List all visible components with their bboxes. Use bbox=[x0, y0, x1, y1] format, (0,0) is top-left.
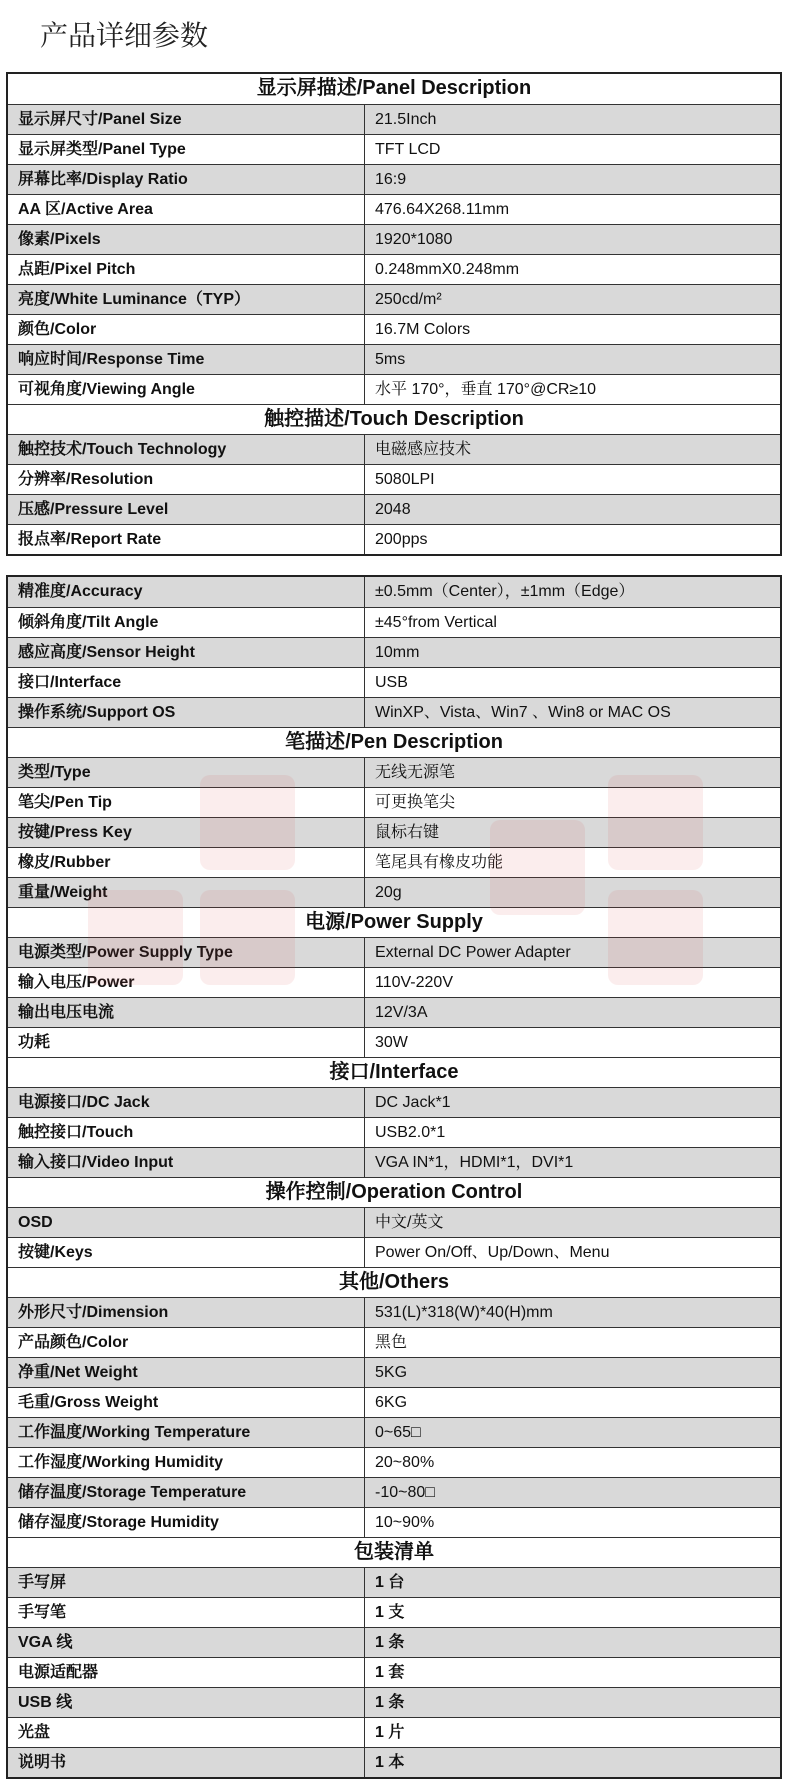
spec-value: 476.64X268.11mm bbox=[375, 201, 510, 218]
spec-row-color bbox=[8, 1327, 780, 1357]
spec-row-dimension bbox=[8, 1297, 780, 1327]
spec-label: 颜色/Color bbox=[8, 315, 365, 344]
spec-value: 笔尾具有橡皮功能 bbox=[375, 854, 504, 871]
spec-value: 1 条 bbox=[375, 1634, 405, 1651]
spec-row-pen-tip bbox=[8, 787, 780, 817]
spec-row-item bbox=[8, 1597, 780, 1627]
spec-label: 报点率/Report Rate bbox=[8, 525, 365, 554]
spec-value: 16:9 bbox=[375, 171, 407, 188]
spec-row-pixel-pitch bbox=[8, 254, 780, 284]
spec-value: 1920*1080 bbox=[375, 231, 453, 248]
spec-value: 水平 170°，垂直 170°@CR≥10 bbox=[375, 381, 597, 398]
spec-row-item bbox=[8, 997, 780, 1027]
spec-row-item bbox=[8, 1717, 780, 1747]
spec-value: 30W bbox=[375, 1034, 408, 1051]
spec-value: 250cd/m² bbox=[375, 291, 442, 308]
spec-value: 电磁感应技术 bbox=[375, 441, 472, 458]
spec-label: 像素/Pixels bbox=[8, 225, 365, 254]
spec-row-item bbox=[8, 1027, 780, 1057]
spec-row-vga bbox=[8, 1627, 780, 1657]
spec-row-panel-type bbox=[8, 134, 780, 164]
spec-row-video-input bbox=[8, 1147, 780, 1177]
spec-row-power bbox=[8, 967, 780, 997]
spec-value: TFT LCD bbox=[375, 141, 441, 158]
spec-value: 20~80% bbox=[375, 1454, 435, 1471]
spec-row-rubber bbox=[8, 847, 780, 877]
spec-value: VGA IN*1，HDMI*1，DVI*1 bbox=[375, 1154, 574, 1171]
spec-label: 响应时间/Response Time bbox=[8, 345, 365, 374]
spec-value: 16.7M Colors bbox=[375, 321, 471, 338]
section-header: 电源/Power Supply bbox=[8, 907, 780, 937]
spec-label: 工作温度/Working Temperature bbox=[8, 1418, 365, 1447]
spec-label: 外形尺寸/Dimension bbox=[8, 1298, 365, 1327]
section-header: 包装清单 bbox=[8, 1537, 780, 1567]
spec-value: 中文/英文 bbox=[375, 1214, 444, 1231]
spec-row-panel-size bbox=[8, 104, 780, 134]
spec-value: Power On/Off、Up/Down、Menu bbox=[375, 1244, 610, 1261]
spec-row-report-rate bbox=[8, 524, 780, 554]
spec-table-pen-power-others bbox=[6, 575, 782, 1779]
spec-label: 接口/Interface bbox=[8, 668, 365, 697]
spec-label: 触控技术/Touch Technology bbox=[8, 435, 365, 464]
spec-row-storage-temperature bbox=[8, 1477, 780, 1507]
spec-label: 精准度/Accuracy bbox=[8, 577, 365, 607]
spec-row-dc-jack bbox=[8, 1087, 780, 1117]
spec-value: 20g bbox=[375, 884, 402, 901]
spec-row-power-supply-type bbox=[8, 937, 780, 967]
spec-label: 可视角度/Viewing Angle bbox=[8, 375, 365, 404]
spec-label: 手写笔 bbox=[8, 1598, 365, 1627]
spec-value: 21.5Inch bbox=[375, 111, 437, 128]
spec-label: 压感/Pressure Level bbox=[8, 495, 365, 524]
section-header: 触控描述/Touch Description bbox=[8, 404, 780, 434]
spec-value: 鼠标右键 bbox=[375, 824, 440, 841]
spec-label: 储存温度/Storage Temperature bbox=[8, 1478, 365, 1507]
spec-table-panel-touch bbox=[6, 72, 782, 556]
spec-row-active-area bbox=[8, 194, 780, 224]
spec-label: 笔尖/Pen Tip bbox=[8, 788, 365, 817]
spec-label: 类型/Type bbox=[8, 758, 365, 787]
spec-row-weight bbox=[8, 877, 780, 907]
spec-value: WinXP、Vista、Win7 、Win8 or MAC OS bbox=[375, 704, 671, 721]
spec-value: External DC Power Adapter bbox=[375, 944, 571, 961]
spec-label: VGA 线 bbox=[8, 1628, 365, 1657]
spec-row-touch-technology bbox=[8, 434, 780, 464]
spec-label: 操作系统/Support OS bbox=[8, 698, 365, 727]
spec-label: 重量/Weight bbox=[8, 878, 365, 907]
spec-row-sensor-height bbox=[8, 637, 780, 667]
section-header: 操作控制/Operation Control bbox=[8, 1177, 780, 1207]
spec-label: 屏幕比率/Display Ratio bbox=[8, 165, 365, 194]
spec-value: 5KG bbox=[375, 1364, 408, 1381]
spec-row-response-time bbox=[8, 344, 780, 374]
spec-row-touch bbox=[8, 1117, 780, 1147]
spec-value: ±0.5mm（Center），±1mm（Edge） bbox=[375, 583, 635, 600]
spec-value: 12V/3A bbox=[375, 1004, 428, 1021]
spec-value: USB bbox=[375, 674, 408, 691]
spec-value: 1 台 bbox=[375, 1574, 405, 1591]
spec-label: 产品颜色/Color bbox=[8, 1328, 365, 1357]
spec-label: 输入接口/Video Input bbox=[8, 1148, 365, 1177]
spec-label: 储存湿度/Storage Humidity bbox=[8, 1508, 365, 1537]
spec-label: 手写屏 bbox=[8, 1568, 365, 1597]
spec-label: 感应高度/Sensor Height bbox=[8, 638, 365, 667]
spec-value: 10mm bbox=[375, 644, 420, 661]
spec-row-white-luminance-typ bbox=[8, 284, 780, 314]
spec-label: 输入电压/Power bbox=[8, 968, 365, 997]
spec-value: -10~80□ bbox=[375, 1484, 435, 1501]
spec-value: 0~65□ bbox=[375, 1424, 421, 1441]
spec-row-item bbox=[8, 1747, 780, 1777]
spec-label: 橡皮/Rubber bbox=[8, 848, 365, 877]
spec-row-tilt-angle bbox=[8, 607, 780, 637]
spec-value: 110V-220V bbox=[375, 974, 453, 991]
section-header: 其他/Others bbox=[8, 1267, 780, 1297]
spec-label: 说明书 bbox=[8, 1748, 365, 1777]
spec-label: 功耗 bbox=[8, 1028, 365, 1057]
spec-row-item bbox=[8, 1567, 780, 1597]
spec-row-accuracy bbox=[8, 577, 780, 607]
spec-label: 光盘 bbox=[8, 1718, 365, 1747]
spec-row-interface bbox=[8, 667, 780, 697]
spec-value: 可更换笔尖 bbox=[375, 794, 456, 811]
spec-value: 无线无源笔 bbox=[375, 764, 456, 781]
spec-value: 1 片 bbox=[375, 1724, 405, 1741]
spec-label: 触控接口/Touch bbox=[8, 1118, 365, 1147]
spec-label: 按键/Press Key bbox=[8, 818, 365, 847]
spec-value: 5080LPI bbox=[375, 471, 435, 488]
spec-row-resolution bbox=[8, 464, 780, 494]
spec-label: 净重/Net Weight bbox=[8, 1358, 365, 1387]
spec-row-osd bbox=[8, 1207, 780, 1237]
spec-row-keys bbox=[8, 1237, 780, 1267]
spec-label: AA 区/Active Area bbox=[8, 195, 365, 224]
spec-value: ±45°from Vertical bbox=[375, 614, 497, 631]
spec-row-pixels bbox=[8, 224, 780, 254]
spec-label: 毛重/Gross Weight bbox=[8, 1388, 365, 1417]
spec-value: 0.248mmX0.248mm bbox=[375, 261, 520, 278]
page-title: 产品详细参数 bbox=[40, 19, 209, 52]
spec-value: 1 支 bbox=[375, 1604, 405, 1621]
spec-row-viewing-angle bbox=[8, 374, 780, 404]
spec-row-pressure-level bbox=[8, 494, 780, 524]
spec-label: USB 线 bbox=[8, 1688, 365, 1717]
spec-label: 分辨率/Resolution bbox=[8, 465, 365, 494]
spec-value: 531(L)*318(W)*40(H)mm bbox=[375, 1304, 553, 1321]
spec-value: USB2.0*1 bbox=[375, 1124, 446, 1141]
spec-value: DC Jack*1 bbox=[375, 1094, 451, 1111]
spec-value: 200pps bbox=[375, 531, 428, 548]
section-header: 接口/Interface bbox=[8, 1057, 780, 1087]
spec-value: 1 套 bbox=[375, 1664, 405, 1681]
spec-row-working-temperature bbox=[8, 1417, 780, 1447]
spec-row-storage-humidity bbox=[8, 1507, 780, 1537]
spec-label: 工作湿度/Working Humidity bbox=[8, 1448, 365, 1477]
spec-label: 倾斜角度/Tilt Angle bbox=[8, 608, 365, 637]
spec-value: 1 本 bbox=[375, 1754, 405, 1771]
spec-label: 电源类型/Power Supply Type bbox=[8, 938, 365, 967]
spec-value: 5ms bbox=[375, 351, 406, 368]
spec-row-color bbox=[8, 314, 780, 344]
spec-label: 电源接口/DC Jack bbox=[8, 1088, 365, 1117]
spec-label: 显示屏类型/Panel Type bbox=[8, 135, 365, 164]
spec-label: 电源适配器 bbox=[8, 1658, 365, 1687]
spec-row-working-humidity bbox=[8, 1447, 780, 1477]
spec-row-gross-weight bbox=[8, 1387, 780, 1417]
spec-row-support-os bbox=[8, 697, 780, 727]
spec-row-net-weight bbox=[8, 1357, 780, 1387]
spec-label: 显示屏尺寸/Panel Size bbox=[8, 105, 365, 134]
section-header: 笔描述/Pen Description bbox=[8, 727, 780, 757]
spec-row-type bbox=[8, 757, 780, 787]
spec-label: OSD bbox=[8, 1208, 365, 1237]
spec-value: 10~90% bbox=[375, 1514, 435, 1531]
spec-row-item bbox=[8, 1657, 780, 1687]
spec-label: 输出电压电流 bbox=[8, 998, 365, 1027]
spec-value: 黑色 bbox=[375, 1334, 408, 1351]
spec-value: 2048 bbox=[375, 501, 411, 518]
spec-label: 亮度/White Luminance（TYP） bbox=[8, 285, 365, 314]
spec-value: 6KG bbox=[375, 1394, 408, 1411]
spec-label: 按键/Keys bbox=[8, 1238, 365, 1267]
spec-value: 1 条 bbox=[375, 1694, 405, 1711]
spec-label: 点距/Pixel Pitch bbox=[8, 255, 365, 284]
spec-row-press-key bbox=[8, 817, 780, 847]
spec-row-usb bbox=[8, 1687, 780, 1717]
section-header: 显示屏描述/Panel Description bbox=[8, 74, 780, 104]
spec-row-display-ratio bbox=[8, 164, 780, 194]
